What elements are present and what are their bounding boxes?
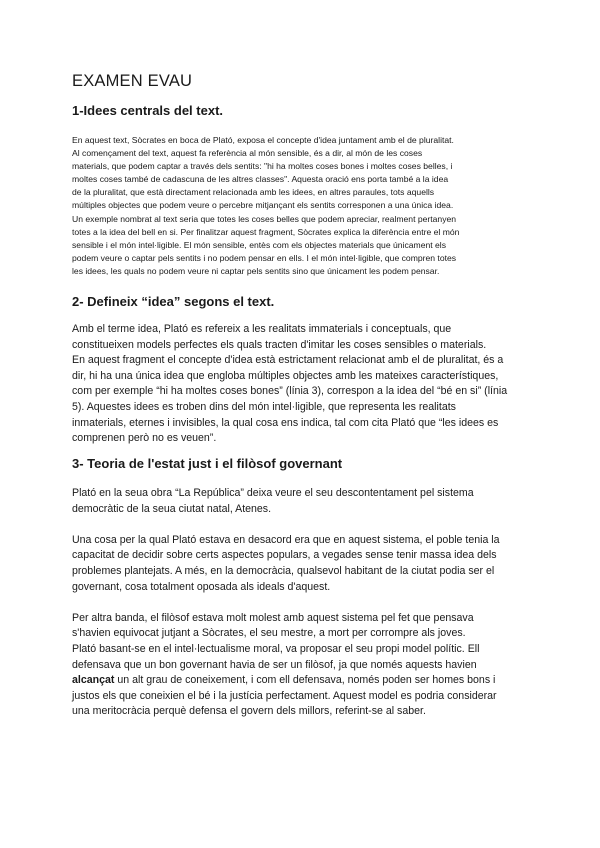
text-line: comprenen però no es veuen”. bbox=[72, 432, 217, 445]
text-line: Una cosa per la qual Plató estava en desacord era que en aquest sistema, el poble tenia la bbox=[72, 533, 500, 546]
text-line: Al començament del text, aquest fa referència al món sensible, és a dir, al món de les coses bbox=[72, 148, 423, 159]
text-line: Plató basant-se en el intel·lectualisme moral, va proposar el seu propi model polític. Ell bbox=[72, 642, 480, 655]
text-line: defensava que un bon governant havia de ser un filòsof, ja que només aquests havien bbox=[72, 658, 477, 671]
text-line: constitueixen models perfectes els quals tracten d'imitar les coses sensibles o materials. bbox=[72, 338, 487, 351]
document-title: EXAMEN EVAU bbox=[72, 72, 193, 90]
paragraph-gap bbox=[72, 517, 534, 533]
text-line: En aquest fragment el concepte d'idea està estrictament relacionat amb el de pluralitat, és a bbox=[72, 354, 504, 367]
text-line: sensible i el món intel·ligible. El món sensible, entès com els objectes materials que únicament els bbox=[72, 239, 447, 250]
text-line: problemes plantejats. A més, en la democràcia, qualsevol habitant de la ciutat podia ser el bbox=[72, 564, 495, 577]
text-line: Amb el terme idea, Plató es refereix a les realitats immaterials i conceptuals, que bbox=[72, 323, 452, 335]
section-2-heading: 2- Defineix “idea” segons el text. bbox=[72, 294, 275, 309]
text-line: dir, hi ha una única idea que engloba múltiples objectes amb les mateixes característiques, bbox=[72, 369, 499, 382]
text-line bbox=[72, 673, 534, 689]
section-1-text bbox=[72, 134, 534, 278]
text-line: democràtic de la seua ciutat natal, Atenes. bbox=[72, 502, 272, 515]
text-line: de la pluralitat, que està directament relacionada amb les idees, en altres paraules, tots aquells bbox=[72, 187, 435, 198]
text-line: 5). Aquestes idees es troben dins del món intel·ligible, que representa les realitats bbox=[72, 400, 456, 413]
text-span: un alt grau de coneixement, i com ell defensava, només poden ser homes bons i bbox=[114, 674, 496, 687]
text-line: Un exemple nombrat al text seria que totes les coses belles que podem apreciar, realment pertanyen bbox=[72, 213, 457, 224]
text-line: materials, que podem captar a través dels sentits: "hi ha moltes coses bones i moltes coses belles, i bbox=[72, 161, 453, 172]
bold-word: alcançat bbox=[72, 674, 115, 687]
text-line: podem veure o captar pels sentits i no podem pensar en ells. I el món intel·ligible, que compren totes bbox=[72, 252, 457, 263]
paragraph-gap bbox=[72, 595, 534, 611]
text-line: totes a la idea del bell en si. Per finalitzar aquest fragment, Sòcrates explica la diferència entre el món bbox=[72, 226, 460, 237]
text-line: capacitat de decidir sobre certs aspectes populars, a vegades sense tenir massa idea dels bbox=[72, 549, 497, 562]
text-line: justos els que coneixien el bé i la justícia perfectament. Aquest model es podria considerar bbox=[72, 689, 497, 702]
text-line: Per altra banda, el filòsof estava molt molest amb aquest sistema pel fet que pensava bbox=[72, 611, 474, 624]
text-line: moltes coses també de cadascuna de les altres classes". Aquesta oració ens porta també a la idea bbox=[72, 174, 449, 185]
text-line: una meritocràcia perquè defensa el govern dels millors, referint-se al saber. bbox=[72, 705, 426, 718]
text-line: Plató en la seua obra “La República” deixa veure el seu descontentament pel sistema bbox=[72, 487, 474, 499]
section-3-text bbox=[72, 486, 534, 720]
text-line: múltiples objectes que podem veure o percebre mitjançant els sentits corresponen a una única idea. bbox=[72, 200, 454, 211]
text-line: inmaterials, eternes i invisibles, la qual cosa ens indica, tal com cita Plató que “les idees es bbox=[72, 416, 499, 429]
section-1-heading: 1-Idees centrals del text. bbox=[72, 103, 224, 118]
section-3-heading: 3- Teoria de l'estat just i el filòsof governant bbox=[72, 456, 343, 471]
text-line: s'havien equivocat jutjant a Sòcrates, el seu mestre, a mort per corrompre als joves. bbox=[72, 627, 466, 640]
text-line: En aquest text, Sòcrates en boca de Plató, exposa el concepte d'idea juntament amb el de pluralitat. bbox=[72, 135, 454, 145]
text-line: governant, cosa totalment oposada als ideals d'aquest. bbox=[72, 580, 331, 593]
text-line: com per exemple “hi ha moltes coses bones” (línia 3), correspon a la idea del “bé en si” (línia bbox=[72, 385, 508, 398]
text-line: les idees, les quals no podem veure ni captar pels sentits sino que únicament les podem pensar. bbox=[72, 265, 440, 276]
section-2-text bbox=[72, 322, 534, 447]
